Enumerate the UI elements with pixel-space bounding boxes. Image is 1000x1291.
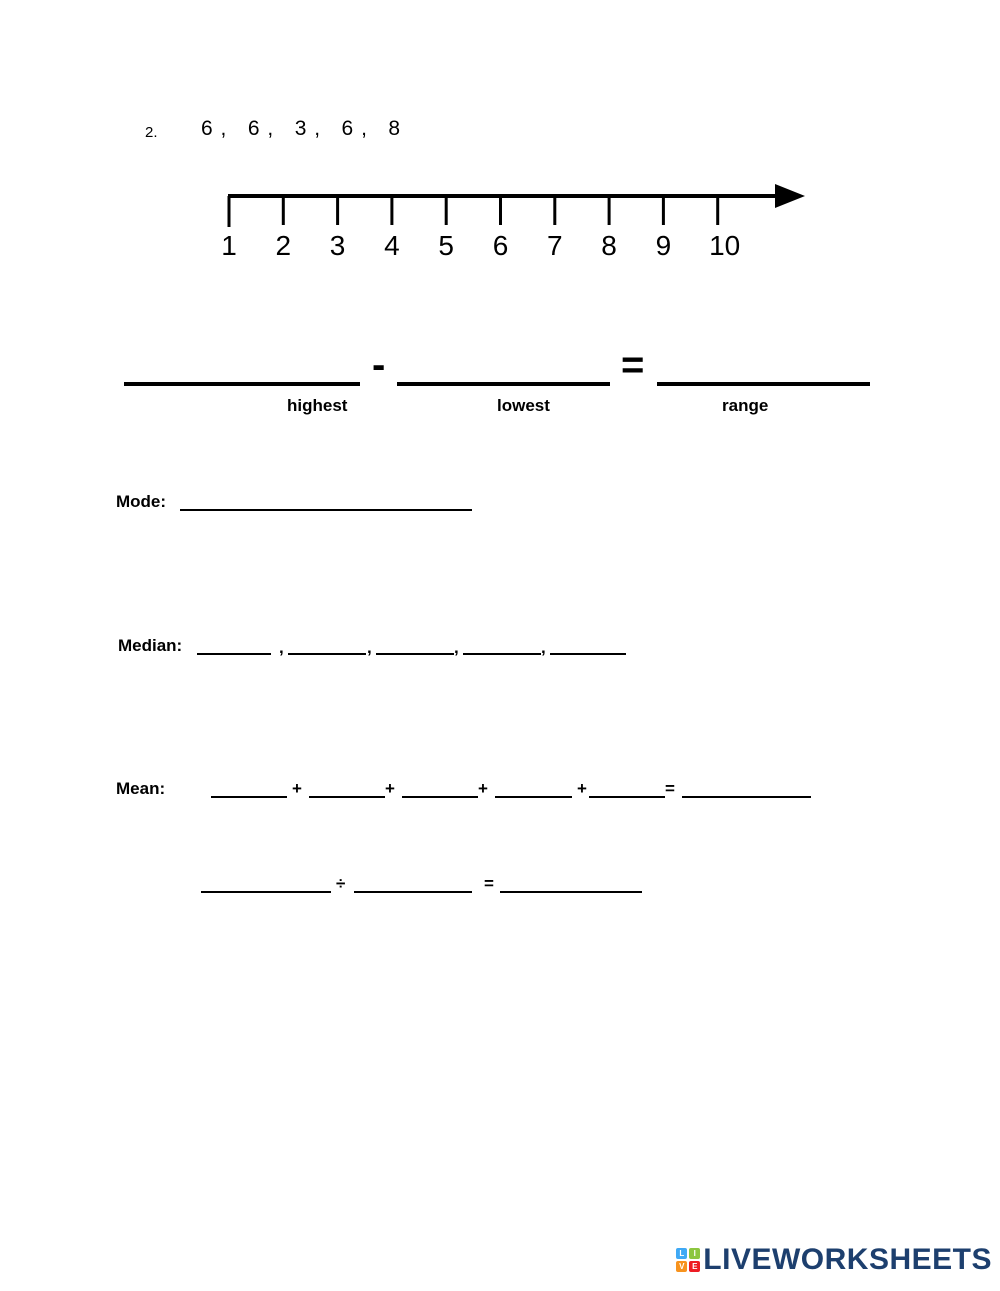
number-line	[210, 175, 820, 270]
number-line-label: 1	[221, 230, 237, 261]
logo-block: E	[689, 1261, 700, 1272]
mean-blank-4[interactable]	[495, 796, 572, 798]
mean-sum-blank[interactable]	[682, 796, 811, 798]
mean-sum-copy-blank[interactable]	[201, 891, 331, 893]
mean-count-blank[interactable]	[354, 891, 472, 893]
liveworksheets-logo	[676, 1243, 992, 1277]
median-blank-2[interactable]	[288, 653, 366, 655]
median-label: Median:	[118, 636, 183, 655]
number-line-label: 8	[601, 230, 617, 261]
logo-blocks-icon	[676, 1248, 700, 1272]
median-separator: ,	[367, 638, 372, 657]
divide-sign: ÷	[336, 874, 346, 893]
mean-blank-1[interactable]	[211, 796, 287, 798]
number-line-label: 10	[709, 230, 741, 261]
highest-label: highest	[287, 396, 348, 415]
mode-blank[interactable]	[180, 509, 472, 511]
lowest-blank[interactable]	[397, 382, 610, 386]
data-set: 6 , 6 , 3 , 6 , 8	[201, 117, 402, 140]
number-line-label: 3	[329, 230, 346, 261]
plus-sign: +	[292, 779, 302, 798]
number-line-label: 4	[384, 230, 400, 261]
mean-blank-2[interactable]	[309, 796, 385, 798]
logo-block: V	[676, 1261, 687, 1272]
number-line-label: 2	[275, 230, 292, 261]
number-line-label: 9	[655, 230, 672, 261]
highest-blank[interactable]	[124, 382, 360, 386]
mean-blank-3[interactable]	[402, 796, 478, 798]
number-line-label: 5	[438, 230, 454, 261]
equals-sign: =	[484, 874, 494, 893]
equals-sign: =	[621, 343, 645, 387]
equals-sign: =	[665, 779, 675, 798]
mean-label: Mean:	[116, 779, 166, 798]
plus-sign: +	[478, 779, 488, 798]
plus-sign: +	[385, 779, 395, 798]
number-line-label: 6	[492, 230, 509, 261]
range-label: range	[722, 396, 769, 415]
range-blank[interactable]	[657, 382, 870, 386]
median-separator: ,	[541, 638, 546, 657]
median-blank-5[interactable]	[550, 653, 626, 655]
mode-label: Mode:	[116, 492, 167, 511]
mean-blank-5[interactable]	[589, 796, 665, 798]
median-blank-1[interactable]	[197, 653, 271, 655]
mean-result-blank[interactable]	[500, 891, 642, 893]
median-blank-4[interactable]	[463, 653, 541, 655]
median-separator: ,	[279, 638, 284, 657]
lowest-label: lowest	[497, 396, 550, 415]
number-line-arrow	[775, 184, 805, 208]
question-number: 2.	[145, 124, 158, 141]
logo-text: LIVEWORKSHEETS	[703, 1243, 992, 1276]
minus-sign: -	[372, 343, 386, 387]
median-blank-3[interactable]	[376, 653, 454, 655]
plus-sign: +	[577, 779, 587, 798]
logo-block: I	[689, 1248, 700, 1259]
number-line-label: 7	[547, 230, 563, 261]
logo-block: L	[676, 1248, 687, 1259]
median-separator: ,	[454, 638, 459, 657]
